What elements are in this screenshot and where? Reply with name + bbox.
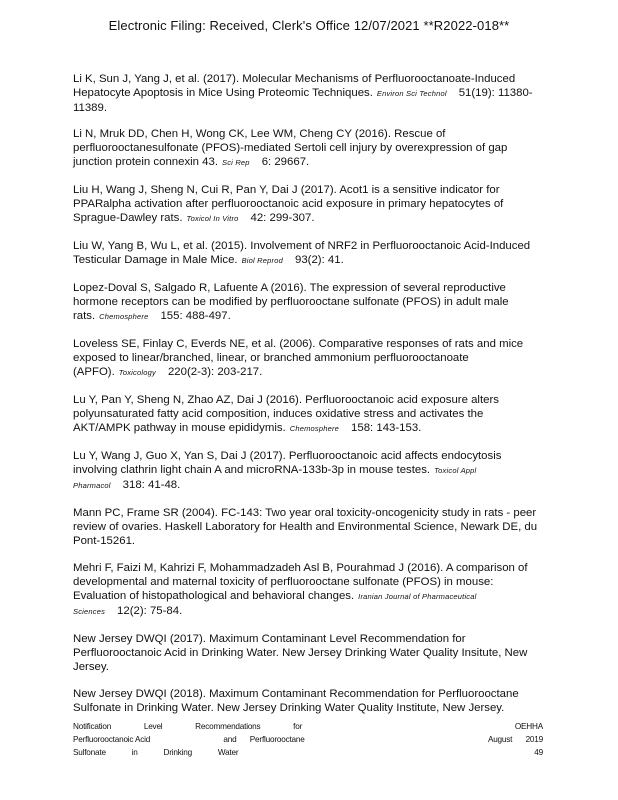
footer-text: Perfluorooctanoic Acid: [73, 735, 151, 744]
footer-agency: OEHHA: [514, 722, 543, 731]
reference-item: [73, 281, 543, 324]
reference-journal: Toxicol In Vitro: [186, 214, 239, 223]
footer-row: [73, 720, 543, 733]
reference-text: Liu H, Wang J, Sheng N, Cui R, Pan Y, Dai J (2017). Acot1 is a sensitive indicator for PPARalpha activation after perfluorooctanoic acid exposure in primary hepatocytes of Sprague-Dawley rats.: [73, 184, 504, 224]
footer-text: Perfluorooctane: [249, 735, 305, 744]
reference-journal: Biol Reprod: [241, 256, 283, 265]
reference-text: Mehri F, Faizi M, Kahrizi F, Mohammadzadeh Asl B, Pourahmad J (2016). A comparison of developmental and maternal toxicity of perfluorooctane sulfonate (PFOS) in mouse: Evaluation of histopathological and behavioral changes.: [73, 562, 528, 602]
reference-item: [73, 561, 543, 619]
reference-volume: 6: 29667.: [261, 156, 310, 168]
reference-volume: 158: 143-153.: [351, 422, 422, 434]
reference-volume: 318: 41-48.: [122, 479, 181, 491]
reference-item: [73, 337, 543, 380]
reference-volume: 220(2-3): 203-217.: [167, 366, 263, 378]
reference-journal: Chemosphere: [289, 424, 340, 433]
footer-text: Level: [143, 722, 163, 731]
reference-volume: 12(2): 75-84.: [117, 605, 183, 617]
reference-item: [73, 239, 543, 268]
reference-journal: Chemosphere: [99, 312, 149, 321]
footer-row: [73, 733, 543, 746]
footer-text: Drinking: [163, 748, 192, 757]
reference-item: [73, 393, 543, 436]
reference-volume: 51(19): 11380-11389.: [73, 87, 533, 114]
reference-text: New Jersey DWQI (2017). Maximum Contaminant Level Recommendation for Perfluorooctanoic Acid in Drinking Water. New Jersey Drinking Water Quality Insitute, New Jersey.: [73, 633, 528, 673]
footer-date-year: 2019: [525, 735, 543, 744]
reference-volume: 155: 488-497.: [160, 310, 231, 322]
footer-text: Water: [217, 748, 239, 757]
footer-text: and: [223, 735, 237, 744]
page-number: 49: [534, 748, 543, 757]
reference-journal: Toxicol Appl Pharmacol: [73, 466, 477, 490]
reference-text: Li K, Sun J, Yang J, et al. (2017). Molecular Mechanisms of Perfluorooctanoate-Induced Hepatocyte Apoptosis in Mice Using Proteomic Techniques.: [73, 73, 516, 99]
reference-item: [73, 506, 543, 548]
reference-item: [73, 72, 543, 115]
page-footer: [73, 720, 543, 759]
reference-text: Li N, Mruk DD, Chen H, Wong CK, Lee WM, Cheng CY (2016). Rescue of perfluorooctanesulfonate (PFOS)-mediated Sertoli cell injury by overexpression of gap junction protein connexin 43.: [73, 128, 508, 168]
reference-text: Loveless SE, Finlay C, Everds NE, et al. (2006). Comparative responses of rats and mice exposed to linear/branched, linear, or branched ammonium perfluorooctanoate (APFO).: [73, 338, 524, 378]
reference-journal: Environ Sci Technol: [376, 89, 447, 98]
reference-journal: Sci Rep: [222, 158, 250, 167]
reference-text: Lu Y, Pan Y, Sheng N, Zhao AZ, Dai J (2016). Perfluorooctanoic acid exposure alters polyunsaturated fatty acid composition, induces oxidative stress and activates the AKT/AMPK pathway in mouse epididymis.: [73, 394, 499, 434]
reference-volume: 42: 299-307.: [250, 212, 315, 224]
reference-item: [73, 183, 543, 226]
reference-text: Mann PC, Frame SR (2004). FC-143: Two year oral toxicity-oncogenicity study in rats - peer review of ovaries. Haskell Laboratory for Health and Environmental Science, Newark DE, du Pont-15261.: [73, 507, 538, 547]
footer-text: Notification: [73, 722, 112, 731]
filing-header: Electronic Filing: Received, Clerk's Office 12/07/2021 **R2022-018**: [108, 18, 510, 33]
footer-text: for: [293, 722, 303, 731]
reference-volume: 93(2): 41.: [294, 254, 344, 266]
footer-date-month: August: [487, 735, 513, 744]
footer-text: Recommendations: [195, 722, 261, 731]
reference-item: [73, 127, 543, 170]
reference-item: [73, 449, 543, 493]
footer-row: [73, 746, 543, 759]
reference-text: Lopez-Doval S, Salgado R, Lafuente A (2016). The expression of several reproductive hormone receptors can be modified by perfluorooctane sulfonate (PFOS) in adult male rats.: [73, 282, 509, 322]
reference-journal: Iranian Journal of Pharmaceutical Sciences: [73, 592, 477, 616]
footer-text: in: [131, 748, 138, 757]
reference-journal: Toxicology: [118, 368, 156, 377]
reference-text: New Jersey DWQI (2018). Maximum Contaminant Recommendation for Perfluorooctane Sulfonate in Drinking Water. New Jersey Drinking Water Quality Institute, New Jersey.: [73, 688, 519, 714]
reference-text: Lu Y, Wang J, Guo X, Yan S, Dai J (2017). Perfluorooctanoic acid affects endocytosis involving clathrin light chain A and microRNA-133b-3p in mouse testes.: [73, 450, 502, 476]
reference-item: [73, 687, 543, 715]
footer-text: Sulfonate: [73, 748, 106, 757]
reference-item: [73, 632, 543, 674]
reference-text: Liu W, Yang B, Wu L, et al. (2015). Involvement of NRF2 in Perfluorooctanoic Acid-Induced Testicular Damage in Male Mice.: [73, 240, 531, 266]
reference-list: [73, 72, 543, 728]
